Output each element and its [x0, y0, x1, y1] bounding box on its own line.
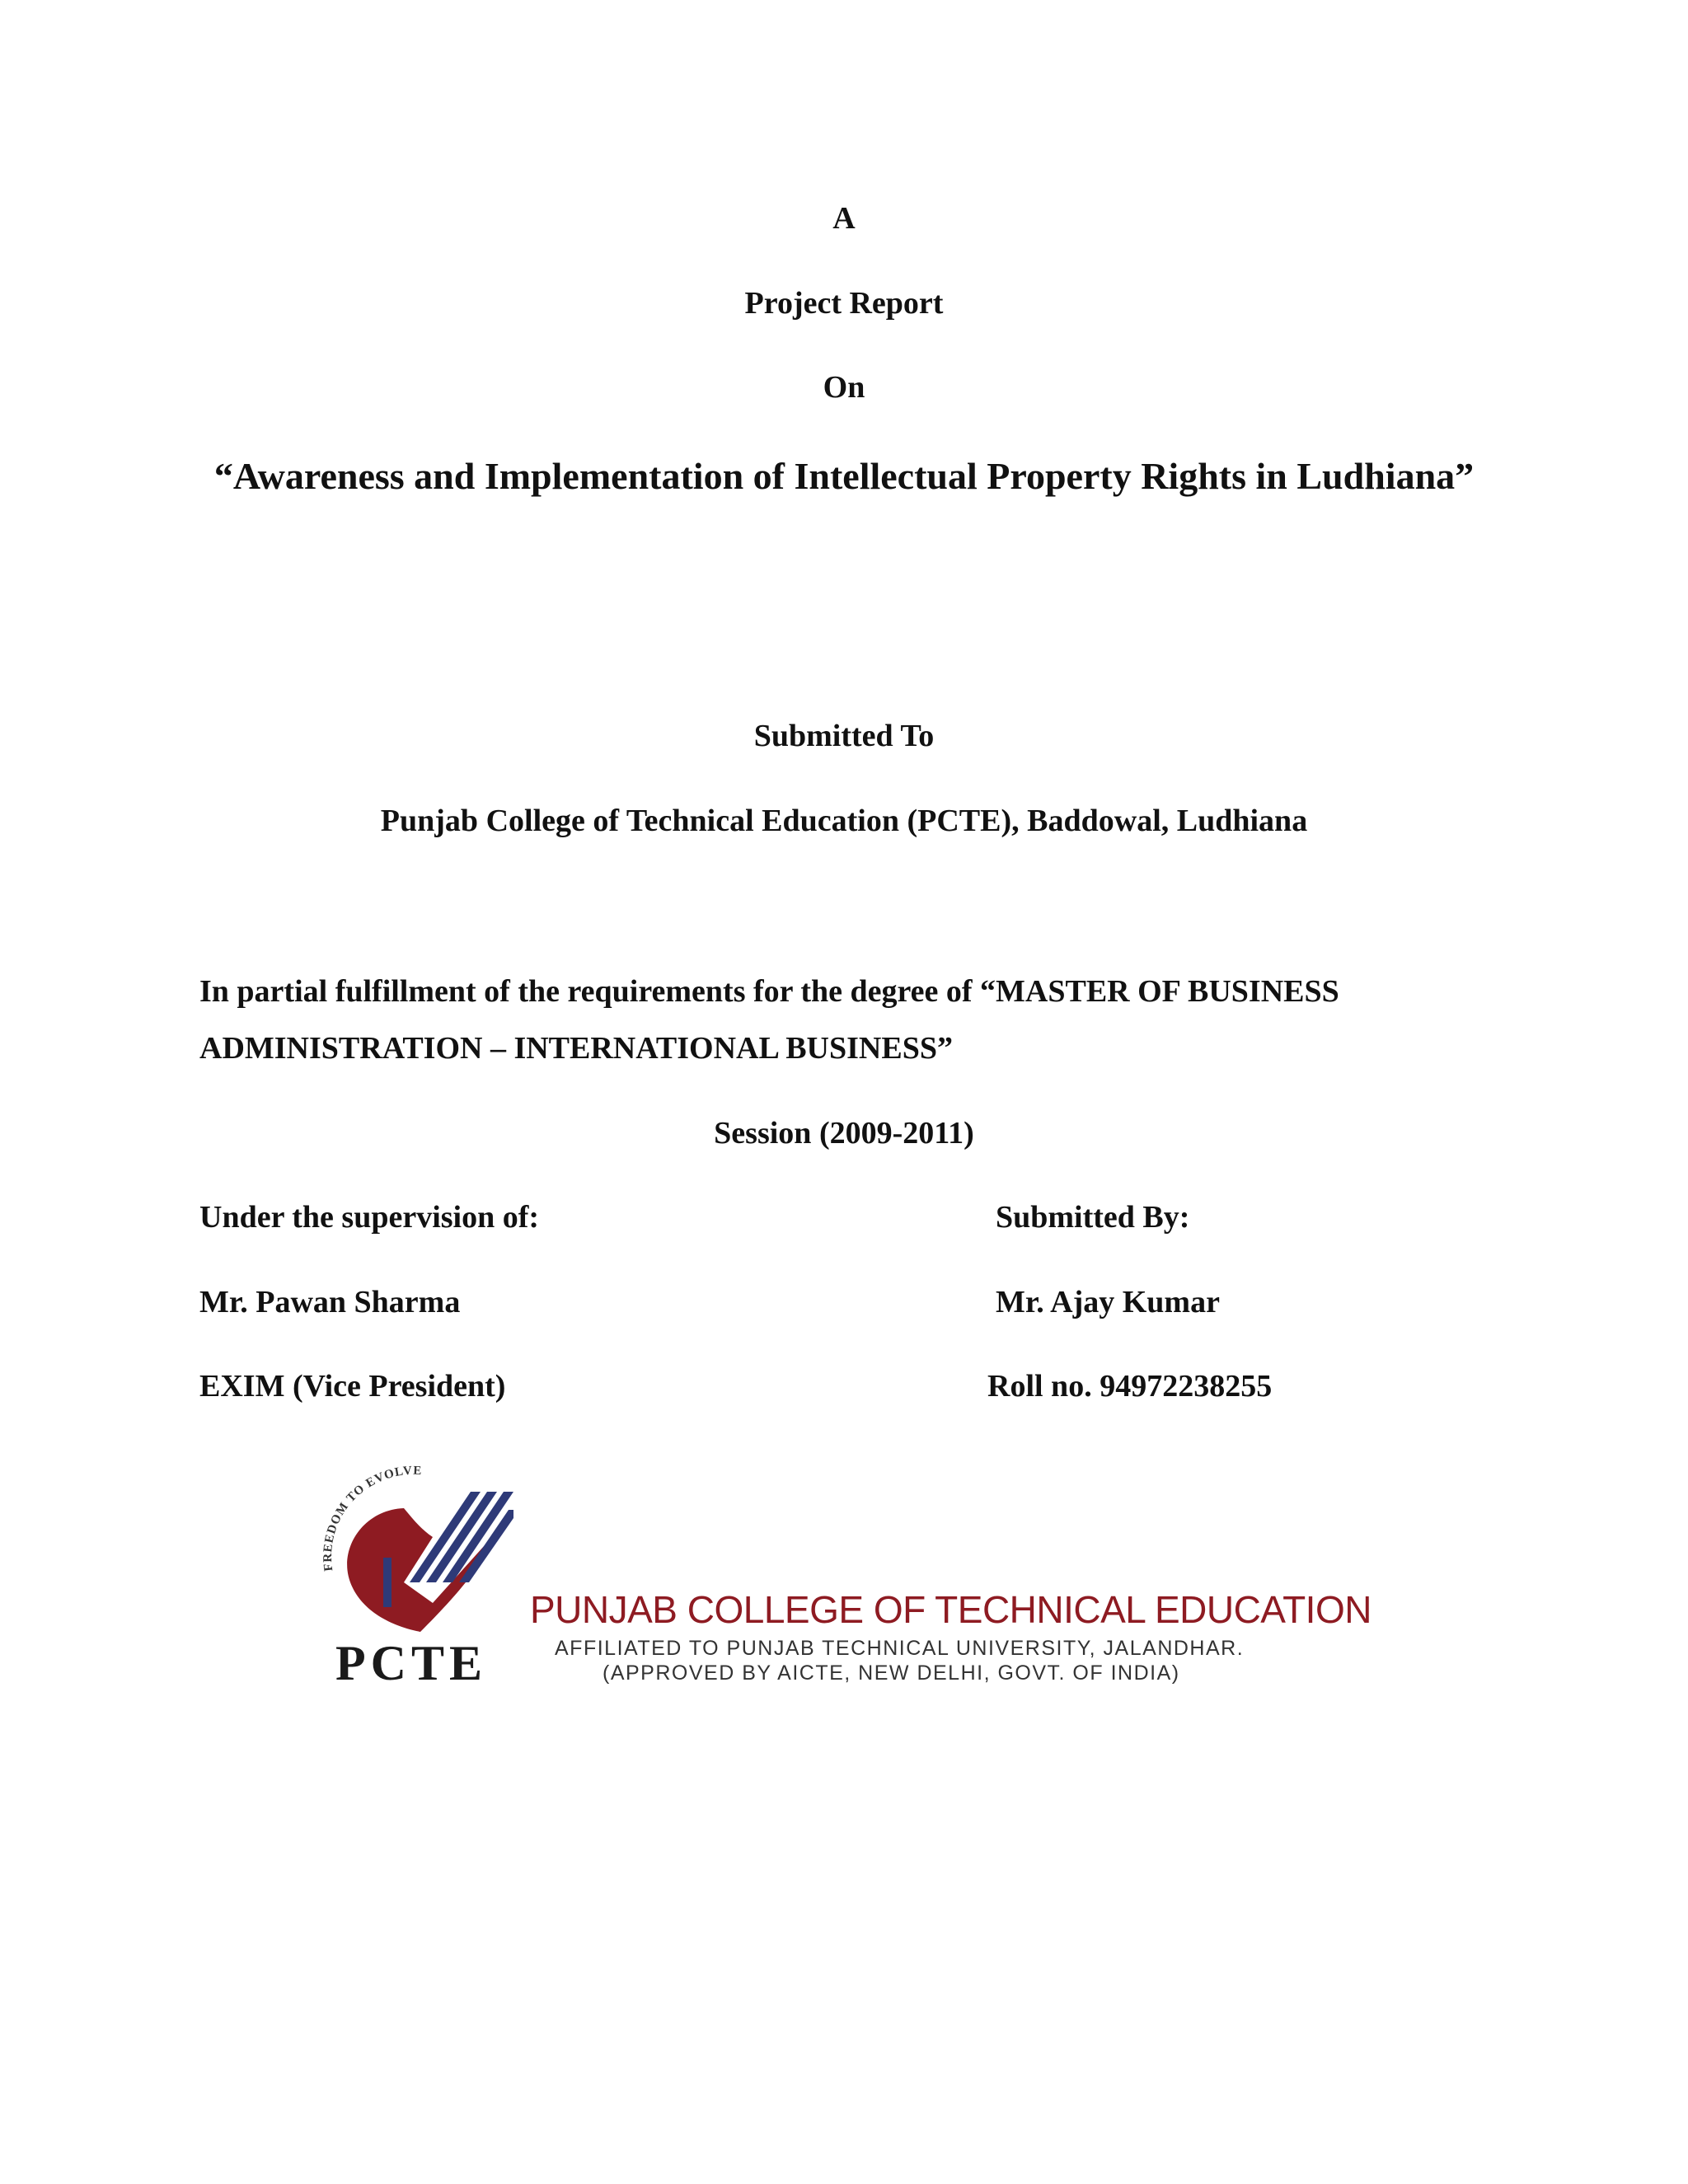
logo-motto: FREEDOM TO EVOLVE	[321, 1464, 423, 1572]
fulfillment-line-1: In partial fulfillment of the requirements for the degree of “MASTER OF BUSINESS	[199, 974, 1339, 1009]
college-name: Punjab College of Technical Education (PCTE), Baddowal, Ludhiana	[380, 804, 1308, 838]
heading-on: On	[823, 370, 865, 405]
logo-college-name: PUNJAB COLLEGE OF TECHNICAL EDUCATION	[530, 1588, 1372, 1631]
supervisor-role: EXIM (Vice President)	[199, 1369, 506, 1404]
submitted-by-label: Submitted By:	[996, 1200, 1190, 1235]
logo-abbreviation: PCTE	[335, 1636, 488, 1690]
roll-number: Roll no. 94972238255	[987, 1369, 1273, 1404]
student-name: Mr. Ajay Kumar	[996, 1285, 1220, 1319]
session: Session (2009-2011)	[714, 1116, 974, 1151]
submitted-to-label: Submitted To	[753, 719, 935, 753]
college-logo	[317, 1459, 1372, 1706]
logo-affiliation: AFFILIATED TO PUNJAB TECHNICAL UNIVERSITY, JALANDHAR.	[555, 1637, 1245, 1660]
fulfillment-line-2: ADMINISTRATION – INTERNATIONAL BUSINESS”	[199, 1031, 953, 1066]
supervisor-name: Mr. Pawan Sharma	[199, 1285, 461, 1319]
heading-a: A	[832, 201, 856, 236]
heading-project-report: Project Report	[744, 286, 944, 321]
supervisor-label: Under the supervision of:	[199, 1200, 540, 1235]
logo-approval: (APPROVED BY AICTE, NEW DELHI, GOVT. OF INDIA)	[603, 1661, 1180, 1685]
report-title: “Awareness and Implementation of Intellectual Property Rights in Ludhiana”	[213, 455, 1475, 497]
pcte-emblem-icon	[317, 1459, 523, 1640]
